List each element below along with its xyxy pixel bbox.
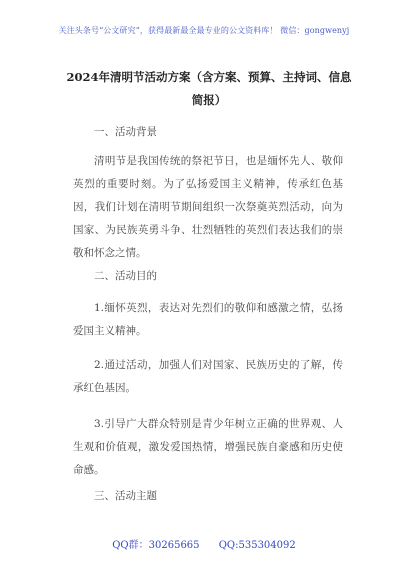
promo-banner: 关注头条号“公文研究”，获得最新最全最专业的公文资料库！ 微信：gongwenyj	[58, 26, 350, 35]
paragraph-background: 清明节是我国传统的祭祀节日，也是缅怀先人、敬仰英烈的重要时刻。为了弘扬爱国主义精神，传承红色基因，我们计划在清明节期间组织一次祭奠英烈活动，向为国家、为民族英勇斗争、壮烈牺牲的英烈们表达我们的崇敬和怀念之情。	[73, 155, 343, 259]
footer-contact	[0, 536, 408, 551]
paragraph-purpose-1: 1.缅怀英烈，表达对先烈们的敬仰和感激之情，弘扬爱国主义精神。	[73, 302, 343, 337]
section-heading-theme: 三、活动主题	[94, 490, 157, 502]
footer-qq: QQ:535304092	[218, 540, 296, 551]
paragraph-purpose-3: 3.引导广大群众特别是青少年树立正确的世界观、人生观和价值观，激发爱国热情，增强民族自豪感和历史使命感。	[73, 418, 343, 476]
section-heading-background: 一、活动背景	[94, 126, 157, 138]
document-title: 2024年清明节活动方案（含方案、预算、主持词、信息简报）	[66, 70, 352, 107]
section-heading-purpose: 二、活动目的	[94, 270, 157, 282]
paragraph-purpose-2: 2.通过活动，加强人们对国家、民族历史的了解，传承红色基因。	[73, 359, 343, 394]
footer-qq-group: QQ群：30265665	[112, 540, 200, 551]
